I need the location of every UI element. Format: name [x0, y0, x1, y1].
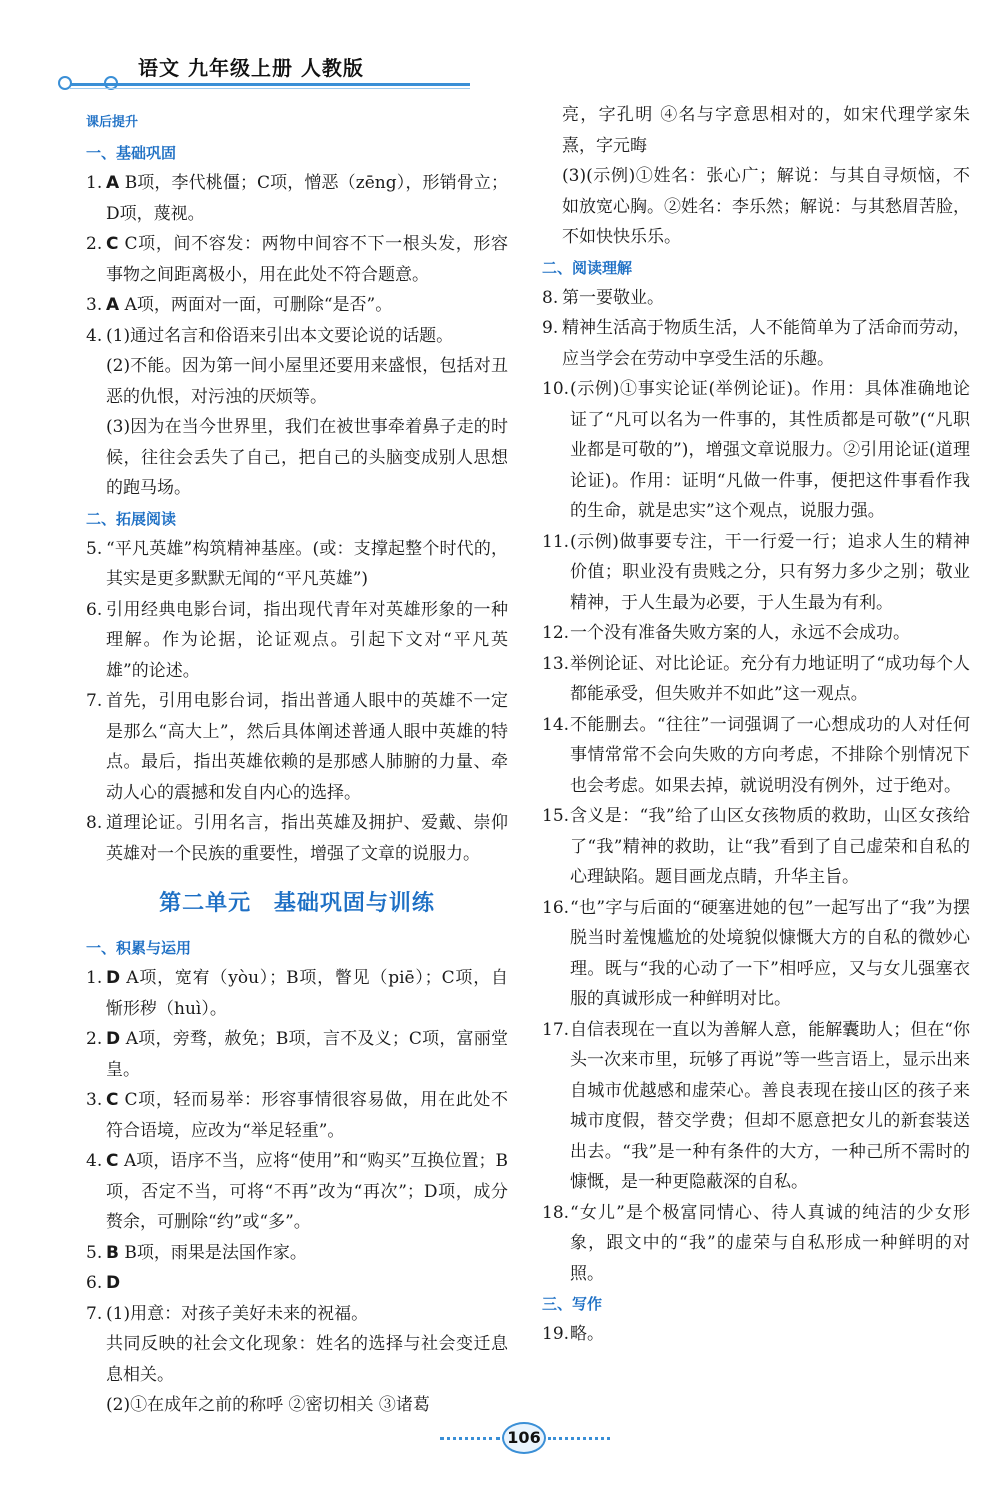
- answer-item: 10. (示例)①事实论证(举例论证)。作用：具体准确地论证了“凡可以名为一件事的，其性质都是可敬”(“凡职业都是可敬的”)，增强文章说服力。②引用论证(道理论证)。作用：证明“凡做一件事，便把这件事看作我的生命，就是忠实”这个观点，说服力强。: [542, 379, 970, 521]
- answer-item: 13. 举例论证、对比论证。充分有力地证明了“成功每个人都能承受，但失败并不如此”这一观点。: [542, 653, 970, 704]
- answer-item: 8. 道理论证。引用名言，指出英雄及拥护、爱戴、崇仰英雄对一个民族的重要性，增强了文章的说服力。: [86, 813, 508, 864]
- answer-item: 3. A A项，两面对一面，可删除“是否”。: [86, 295, 393, 315]
- footer-dotted-rule: [548, 1437, 610, 1440]
- header-rule: [70, 83, 470, 86]
- section-heading: 二、阅读理解: [542, 258, 633, 277]
- answer-item: 17. 自信表现在一直以为善解人意，能解囊助人；但在“你头一次来市里，玩够了再说”等一些言语上，显示出来自城市优越感和虚荣心。善良表现在接山区的孩子来城市度假，替交学费；但却不愿意把女儿的新套装送出去。“我”是一种有条件的大方，一种己所不需时的慷慨，是一种更隐蔽深的自私。: [542, 1019, 970, 1192]
- answer-item: 15. 含义是：“我”给了山区女孩物质的救助，山区女孩给了“我”精神的救助，让“我”看到了自己虚荣和自私的心理缺陷。题目画龙点睛，升华主旨。: [542, 806, 970, 887]
- answer-item: 16. “也”字与后面的“硬塞进她的包”一起写出了“我”为摆脱当时羞愧尴尬的处境貌似慷慨大方的自私的微妙心理。既与“我的心动了一下”相呼应，又与女儿强塞衣服的真诚形成一种鲜明对比。: [542, 897, 970, 1009]
- page-footer: [440, 1418, 610, 1458]
- section-heading: 一、积累与运用: [86, 939, 192, 957]
- answer-item: 3. C C项，轻而易举：形容事情很容易做，用在此处不符合语境，应改为“举足轻重”。: [86, 1090, 508, 1141]
- section-heading: 一、基础巩固: [86, 144, 177, 162]
- answer-item: 18. “女儿”是个极富同情心、待人真诚的纯洁的少女形象，跟文中的“我”的虚荣与自私形成一种鲜明的对照。: [542, 1202, 970, 1284]
- answer-item: 6. 引用经典电影台词，指出现代青年对英雄形象的一种理解。作为论据，论证观点。引起下文对“平凡英雄”的论述。: [86, 599, 508, 681]
- answer-item: 1. D A项，宽宥（yòu）；B项，瞥见（piē）；C项，自惭形秽（huì）。: [86, 968, 508, 1019]
- answer-item: 1. A B项，李代桃僵；C项，憎恶（zēng），形销骨立；D项，蔑视。: [86, 173, 508, 224]
- footer-dotted-rule: [440, 1437, 500, 1440]
- section-heading: 二、拓展阅读: [86, 509, 177, 528]
- answer-item: 2. D A项，旁骛，赦免；B项，言不及义；C项，富丽堂皇。: [86, 1029, 508, 1080]
- section-heading: 三、写作: [542, 1295, 603, 1313]
- answer-item-continued: (3)因为在当今世界里，我们在被世事牵着鼻子走的时候，往往会丢失了自己，把自己的头脑变成别人思想的跑马场。: [106, 417, 508, 498]
- answer-item: 9. 精神生活高于物质生活，人不能简单为了活命而劳动，应当学会在劳动中享受生活的乐趣。: [542, 318, 970, 369]
- header-rule-thin: [70, 88, 470, 89]
- answer-item: 5. “平凡英雄”构筑精神基座。(或：支撑起整个时代的，其实是更多默默无闻的“平凡英雄”): [86, 538, 508, 589]
- answer-item-continued: (3)(示例)①姓名：张心广；解说：与其自寻烦恼，不如放宽心胸。②姓名：李乐然；解说：与其愁眉苦脸，不如快快乐乐。: [562, 166, 970, 247]
- answer-item: 19. 略。: [542, 1324, 604, 1344]
- answer-item: 8. 第一要敬业。: [542, 287, 664, 308]
- right-column: [542, 100, 970, 1350]
- unit-title: 第二单元 基础巩固与训练: [159, 891, 435, 916]
- answer-item: 11. (示例)做事要专注，干一行爱一行；追求人生的精神价值；职业没有贵贱之分，只有努力多少之别；敬业精神，于人生最为必要，于人生最为有利。: [542, 531, 970, 613]
- page-header: [0, 0, 1000, 110]
- answer-item: 5. B B项，雨果是法国作家。: [86, 1242, 307, 1263]
- section-heading: 课后提升: [86, 115, 139, 130]
- left-column: [86, 108, 508, 1421]
- answer-item-continued: 亮，字孔明 ④名与字意思相对的，如宋代理学家朱熹，字元晦: [562, 105, 970, 156]
- page-number: 106: [502, 1422, 546, 1454]
- answer-item: 7. 首先，引用电影台词，指出普通人眼中的英雄不一定是那么“高大上”，然后具体阐述普通人眼中英雄的特点。最后，指出英雄依赖的是那感人肺腑的力量、牵动人心的震撼和发自内心的选择。: [86, 691, 508, 803]
- answer-item: 4. (1)通过名言和俗语来引出本文要论说的话题。: [86, 325, 454, 346]
- answer-item: 12. 一个没有准备失败方案的人，永远不会成功。: [542, 623, 910, 643]
- answer-item: 7. (1)用意：对孩子美好未来的祝福。: [86, 1303, 369, 1324]
- answer-item: 4. C A项，语序不当，应将“使用”和“购买”互换位置；B项，否定不当，可将“不再”改为“再次”；D项，成分赘余，可删除“约”或“多”。: [86, 1151, 508, 1232]
- answer-item-continued: 共同反映的社会文化现象：姓名的选择与社会变迁息息相关。: [106, 1334, 508, 1385]
- answer-item: 6. D: [86, 1273, 121, 1293]
- answer-item-continued: (2)①在成年之前的称呼 ②密切相关 ③诸葛: [106, 1395, 430, 1415]
- answer-item-continued: (2)不能。因为第一间小屋里还要用来盛恨，包括对丑恶的仇恨，对污浊的厌烦等。: [106, 356, 508, 407]
- book-title: 语文 九年级上册 人教版: [138, 56, 364, 80]
- answer-item: 2. C C项，间不容发：两物中间容不下一根头发，形容事物之间距离极小，用在此处不符合题意。: [86, 234, 508, 285]
- answer-item: 14. 不能删去。“往往”一词强调了一心想成功的人对任何事情常常不会向失败的方向考虑，不排除个别情况下也会考虑。如果去掉，就说明没有例外，过于绝对。: [542, 714, 970, 796]
